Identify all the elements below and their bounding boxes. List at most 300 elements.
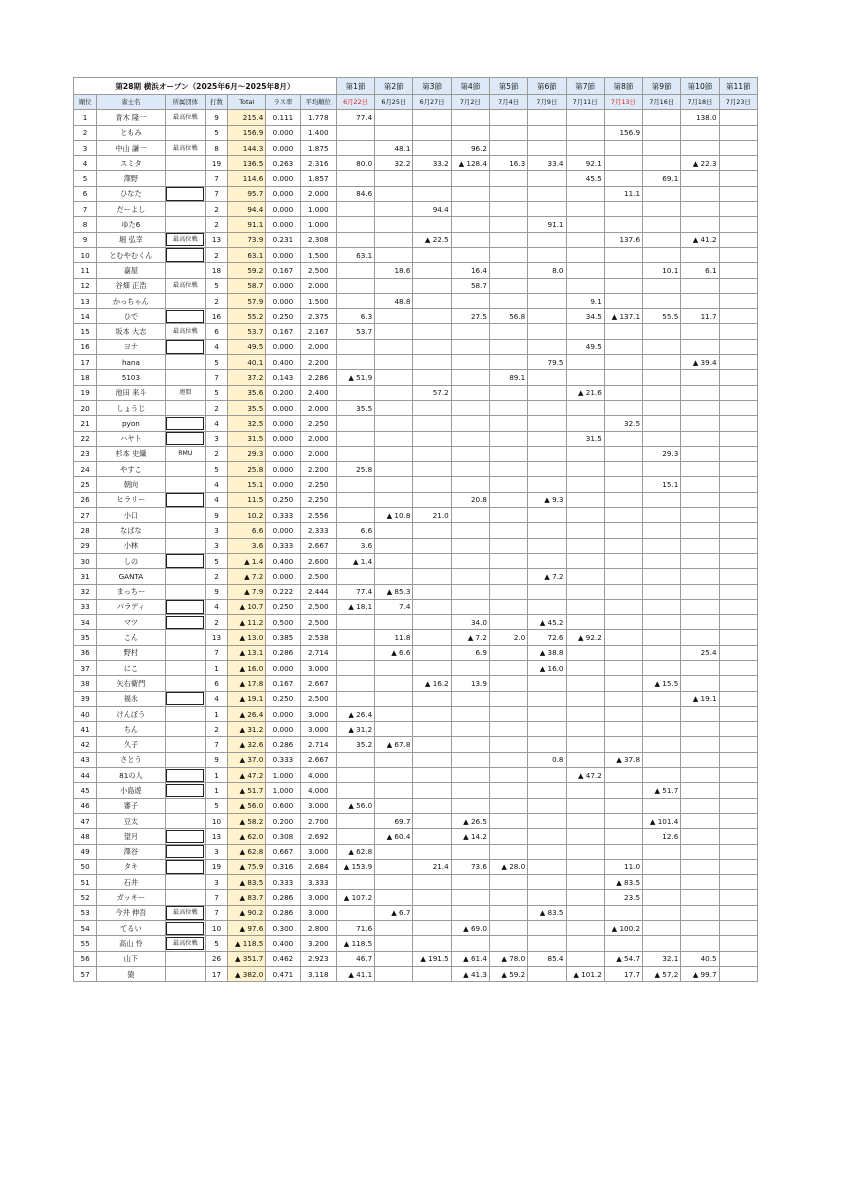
round-score: 84.6 [336, 186, 374, 201]
sheet-title: 第28期 横浜オープン（2025年6月～2025年8月） [74, 78, 337, 95]
round-score [681, 569, 719, 584]
round-score [451, 385, 489, 400]
last-rate: 0.000 [266, 293, 300, 308]
average-rank: 2.667 [300, 752, 336, 767]
round-score [336, 293, 374, 308]
average-rank: 2.200 [300, 355, 336, 370]
round-score [413, 645, 451, 660]
round-score [375, 859, 413, 874]
round-score: ▲ 56.0 [336, 798, 374, 813]
round-score: ▲ 1.4 [336, 553, 374, 568]
round-score [643, 355, 681, 370]
org-cell [165, 798, 205, 813]
round-score [413, 263, 451, 278]
round-score [719, 798, 757, 813]
round-score [489, 691, 527, 706]
round-score [528, 844, 566, 859]
round-score: 79.5 [528, 355, 566, 370]
org-cell [165, 416, 205, 431]
table-row [74, 722, 758, 737]
round-score: 40.5 [681, 951, 719, 966]
round-score [375, 768, 413, 783]
round-score: 57.2 [413, 385, 451, 400]
round-score [413, 691, 451, 706]
total-score: 15.1 [228, 477, 266, 492]
round-score [528, 508, 566, 523]
round-score: 16.4 [451, 263, 489, 278]
rank-cell: 24 [74, 462, 97, 477]
round-score [643, 660, 681, 675]
total-score: ▲ 83.7 [228, 890, 266, 905]
round-score [566, 660, 604, 675]
games-cell: 2 [205, 217, 227, 232]
round-score: 3.6 [336, 538, 374, 553]
round-score [375, 951, 413, 966]
round-score [719, 783, 757, 798]
round-score [413, 553, 451, 568]
round-score [719, 737, 757, 752]
round-score [719, 691, 757, 706]
games-cell: 2 [205, 202, 227, 217]
last-rate: 0.000 [266, 523, 300, 538]
round-score [489, 171, 527, 186]
games-cell: 3 [205, 523, 227, 538]
rank-cell: 25 [74, 477, 97, 492]
average-rank: 2.000 [300, 278, 336, 293]
round-score [604, 156, 642, 171]
games-cell: 5 [205, 798, 227, 813]
org-cell: 最高位戦 [165, 936, 205, 951]
round-score [375, 615, 413, 630]
header-last-rate: ラス率 [266, 95, 300, 110]
round-score [413, 538, 451, 553]
games-cell: 7 [205, 645, 227, 660]
last-rate: 0.400 [266, 936, 300, 951]
org-cell [165, 722, 205, 737]
round-score: ▲ 18.1 [336, 599, 374, 614]
round-score [643, 400, 681, 415]
round-score [375, 339, 413, 354]
total-score: ▲ 62.0 [228, 829, 266, 844]
round-score [566, 355, 604, 370]
round-score [413, 140, 451, 155]
table-row [74, 691, 758, 706]
round-score [719, 431, 757, 446]
round-score: 2.0 [489, 630, 527, 645]
total-score: ▲ 32.6 [228, 737, 266, 752]
round-score [375, 446, 413, 461]
round-score [681, 446, 719, 461]
player-name: 福永 [97, 691, 165, 706]
round-score [413, 431, 451, 446]
rank-cell: 35 [74, 630, 97, 645]
round-score: 45.5 [566, 171, 604, 186]
round-score [719, 324, 757, 339]
table-row [74, 324, 758, 339]
average-rank: 2.308 [300, 232, 336, 247]
total-score: ▲ 31.2 [228, 722, 266, 737]
round-score: 35.5 [336, 400, 374, 415]
round-score [451, 186, 489, 201]
date-header: 7月16日 [643, 95, 681, 110]
round-score [566, 676, 604, 691]
date-header: 7月11日 [566, 95, 604, 110]
round-score [604, 722, 642, 737]
round-score [528, 523, 566, 538]
round-score [643, 492, 681, 507]
total-score: 29.3 [228, 446, 266, 461]
average-rank: 2.500 [300, 691, 336, 706]
table-row [74, 706, 758, 721]
round-score: 12.6 [643, 829, 681, 844]
average-rank: 2.684 [300, 859, 336, 874]
last-rate: 0.000 [266, 202, 300, 217]
round-score [375, 186, 413, 201]
round-score [566, 278, 604, 293]
round-score [681, 385, 719, 400]
org-cell [165, 890, 205, 905]
round-score [604, 431, 642, 446]
average-rank: 3.118 [300, 966, 336, 981]
rank-cell: 53 [74, 905, 97, 920]
round-score [451, 553, 489, 568]
round-score: ▲ 100.2 [604, 921, 642, 936]
round-score [566, 691, 604, 706]
round-score [489, 385, 527, 400]
last-rate: 0.167 [266, 263, 300, 278]
round-score [451, 324, 489, 339]
round-score [719, 905, 757, 920]
player-name: まっちー [97, 584, 165, 599]
round-score [413, 936, 451, 951]
round-score [528, 186, 566, 201]
round-score [719, 752, 757, 767]
round-score [643, 324, 681, 339]
round-score [566, 370, 604, 385]
average-rank: 2.286 [300, 370, 336, 385]
player-name: 5103 [97, 370, 165, 385]
round-score [451, 232, 489, 247]
round-score [604, 676, 642, 691]
round-score [681, 553, 719, 568]
round-score [643, 247, 681, 262]
round-score: 92.1 [566, 156, 604, 171]
round-score [528, 125, 566, 140]
round-score [336, 217, 374, 232]
rank-cell: 28 [74, 523, 97, 538]
rank-cell: 3 [74, 140, 97, 155]
total-score: 156.9 [228, 125, 266, 140]
round-score [643, 339, 681, 354]
round-score [604, 798, 642, 813]
last-rate: 0.333 [266, 508, 300, 523]
org-cell [165, 813, 205, 828]
round-score: 73.6 [451, 859, 489, 874]
total-score: 114.6 [228, 171, 266, 186]
table-row [74, 737, 758, 752]
round-score [719, 890, 757, 905]
games-cell: 13 [205, 630, 227, 645]
round-score [413, 278, 451, 293]
round-score: ▲ 69.0 [451, 921, 489, 936]
round-score [719, 263, 757, 278]
round-score [681, 538, 719, 553]
round-score [451, 462, 489, 477]
round-score [566, 569, 604, 584]
round-score [566, 936, 604, 951]
org-cell [165, 523, 205, 538]
total-score: ▲ 17.8 [228, 676, 266, 691]
round-score [604, 630, 642, 645]
round-score [528, 232, 566, 247]
last-rate: 0.400 [266, 355, 300, 370]
round-score [528, 309, 566, 324]
round-score [375, 110, 413, 125]
round-score [451, 446, 489, 461]
org-cell [165, 569, 205, 584]
round-score: ▲ 41.1 [336, 966, 374, 981]
rank-cell: 20 [74, 400, 97, 415]
table-row [74, 462, 758, 477]
round-score [681, 676, 719, 691]
round-score [719, 171, 757, 186]
average-rank: 2.333 [300, 523, 336, 538]
round-score: 29.3 [643, 446, 681, 461]
round-score [451, 890, 489, 905]
round-score [681, 660, 719, 675]
round-score [681, 844, 719, 859]
round-score [375, 722, 413, 737]
round-score [336, 752, 374, 767]
round-score: ▲ 51.7 [643, 783, 681, 798]
round-score [681, 875, 719, 890]
round-score [336, 339, 374, 354]
round-score [451, 508, 489, 523]
round-score [413, 768, 451, 783]
round-score [681, 921, 719, 936]
rank-cell: 32 [74, 584, 97, 599]
table-row [74, 599, 758, 614]
org-cell: 連盟 [165, 385, 205, 400]
last-rate: 0.471 [266, 966, 300, 981]
round-header: 第2節 [375, 78, 413, 95]
round-score: ▲ 7.2 [451, 630, 489, 645]
round-score [681, 722, 719, 737]
round-score: 94.4 [413, 202, 451, 217]
rank-cell: 52 [74, 890, 97, 905]
total-score: ▲ 90.2 [228, 905, 266, 920]
round-score: 80.0 [336, 156, 374, 171]
round-score [719, 951, 757, 966]
rank-cell: 57 [74, 966, 97, 981]
player-name: 堀 弘幸 [97, 232, 165, 247]
round-score [375, 492, 413, 507]
round-score [528, 385, 566, 400]
round-score [489, 905, 527, 920]
org-cell [165, 783, 205, 798]
round-score [719, 293, 757, 308]
round-header: 第4節 [451, 78, 489, 95]
round-score [719, 553, 757, 568]
round-score [413, 752, 451, 767]
round-score [489, 125, 527, 140]
table-row [74, 630, 758, 645]
rank-cell: 2 [74, 125, 97, 140]
org-cell [165, 921, 205, 936]
table-row [74, 783, 758, 798]
table-row [74, 859, 758, 874]
round-score: ▲ 6.6 [375, 645, 413, 660]
games-cell: 2 [205, 400, 227, 415]
total-score: ▲ 62.8 [228, 844, 266, 859]
round-score [375, 660, 413, 675]
org-cell [165, 706, 205, 721]
total-score: 31.5 [228, 431, 266, 446]
header-total: Total [228, 95, 266, 110]
player-name: とむやむくん [97, 247, 165, 262]
round-score [719, 966, 757, 981]
org-cell [165, 247, 205, 262]
round-score [643, 890, 681, 905]
last-rate: 0.000 [266, 477, 300, 492]
org-cell [165, 217, 205, 232]
round-score [681, 202, 719, 217]
games-cell: 9 [205, 584, 227, 599]
org-cell [165, 951, 205, 966]
round-score [719, 875, 757, 890]
round-score [604, 936, 642, 951]
round-score [604, 339, 642, 354]
round-score [566, 737, 604, 752]
round-score [489, 921, 527, 936]
player-name: 山下 [97, 951, 165, 966]
round-score: ▲ 26.4 [336, 706, 374, 721]
round-score [604, 370, 642, 385]
round-score: ▲ 31.2 [336, 722, 374, 737]
rank-cell: 39 [74, 691, 97, 706]
round-score [681, 217, 719, 232]
round-score [375, 309, 413, 324]
org-cell [165, 202, 205, 217]
player-name: タキ [97, 859, 165, 874]
player-name: 久子 [97, 737, 165, 752]
round-score: 32.2 [375, 156, 413, 171]
round-score [413, 247, 451, 262]
org-cell [165, 293, 205, 308]
round-score: ▲ 16.2 [413, 676, 451, 691]
date-header: 6月22日 [336, 95, 374, 110]
round-score: 11.0 [604, 859, 642, 874]
round-score [681, 431, 719, 446]
org-cell [165, 156, 205, 171]
player-name: スミタ [97, 156, 165, 171]
average-rank: 1.500 [300, 247, 336, 262]
player-name: 小林 [97, 538, 165, 553]
org-cell [165, 186, 205, 201]
round-score [451, 783, 489, 798]
games-cell: 7 [205, 171, 227, 186]
rank-cell: 31 [74, 569, 97, 584]
round-header: 第11節 [719, 78, 757, 95]
games-cell: 2 [205, 722, 227, 737]
round-score [681, 400, 719, 415]
round-score [566, 752, 604, 767]
average-rank: 2.250 [300, 416, 336, 431]
player-name: ひで [97, 309, 165, 324]
player-name: 石井 [97, 875, 165, 890]
round-score: 156.9 [604, 125, 642, 140]
standings-table [73, 77, 758, 982]
round-score: ▲ 26.5 [451, 813, 489, 828]
games-cell: 4 [205, 599, 227, 614]
round-score [451, 538, 489, 553]
round-score [375, 523, 413, 538]
round-score [604, 660, 642, 675]
round-score [413, 462, 451, 477]
games-cell: 3 [205, 875, 227, 890]
round-score [566, 783, 604, 798]
round-score: 85.4 [528, 951, 566, 966]
table-row [74, 569, 758, 584]
round-score [643, 905, 681, 920]
games-cell: 6 [205, 324, 227, 339]
date-header: 7月18日 [681, 95, 719, 110]
player-name: ガッキー [97, 890, 165, 905]
table-row [74, 752, 758, 767]
round-score [413, 416, 451, 431]
round-score: ▲ 54.7 [604, 951, 642, 966]
round-score [643, 462, 681, 477]
rank-cell: 51 [74, 875, 97, 890]
org-cell [165, 538, 205, 553]
round-score [489, 431, 527, 446]
total-score: ▲ 51.7 [228, 783, 266, 798]
round-score [566, 798, 604, 813]
round-score [413, 355, 451, 370]
round-score [528, 202, 566, 217]
player-name: やすこ [97, 462, 165, 477]
round-score [719, 599, 757, 614]
round-score [489, 676, 527, 691]
round-score: 23.5 [604, 890, 642, 905]
rank-cell: 45 [74, 783, 97, 798]
average-rank: 2.692 [300, 829, 336, 844]
player-name: 嘉屋 [97, 263, 165, 278]
player-name: しの [97, 553, 165, 568]
round-score [681, 905, 719, 920]
total-score: ▲ 10.7 [228, 599, 266, 614]
round-score [681, 462, 719, 477]
rank-cell: 40 [74, 706, 97, 721]
rank-cell: 14 [74, 309, 97, 324]
games-cell: 7 [205, 905, 227, 920]
round-score [528, 431, 566, 446]
round-score [375, 553, 413, 568]
round-score: ▲ 10.8 [375, 508, 413, 523]
org-cell [165, 339, 205, 354]
player-name: 杉本 史織 [97, 446, 165, 461]
rank-cell: 23 [74, 446, 97, 461]
org-cell [165, 584, 205, 599]
average-rank: 2.316 [300, 156, 336, 171]
round-score: ▲ 78.0 [489, 951, 527, 966]
round-score: ▲ 51.9 [336, 370, 374, 385]
round-header: 第1節 [336, 78, 374, 95]
round-score: ▲ 38.8 [528, 645, 566, 660]
org-cell [165, 859, 205, 874]
round-score [451, 569, 489, 584]
total-score: 35.5 [228, 400, 266, 415]
